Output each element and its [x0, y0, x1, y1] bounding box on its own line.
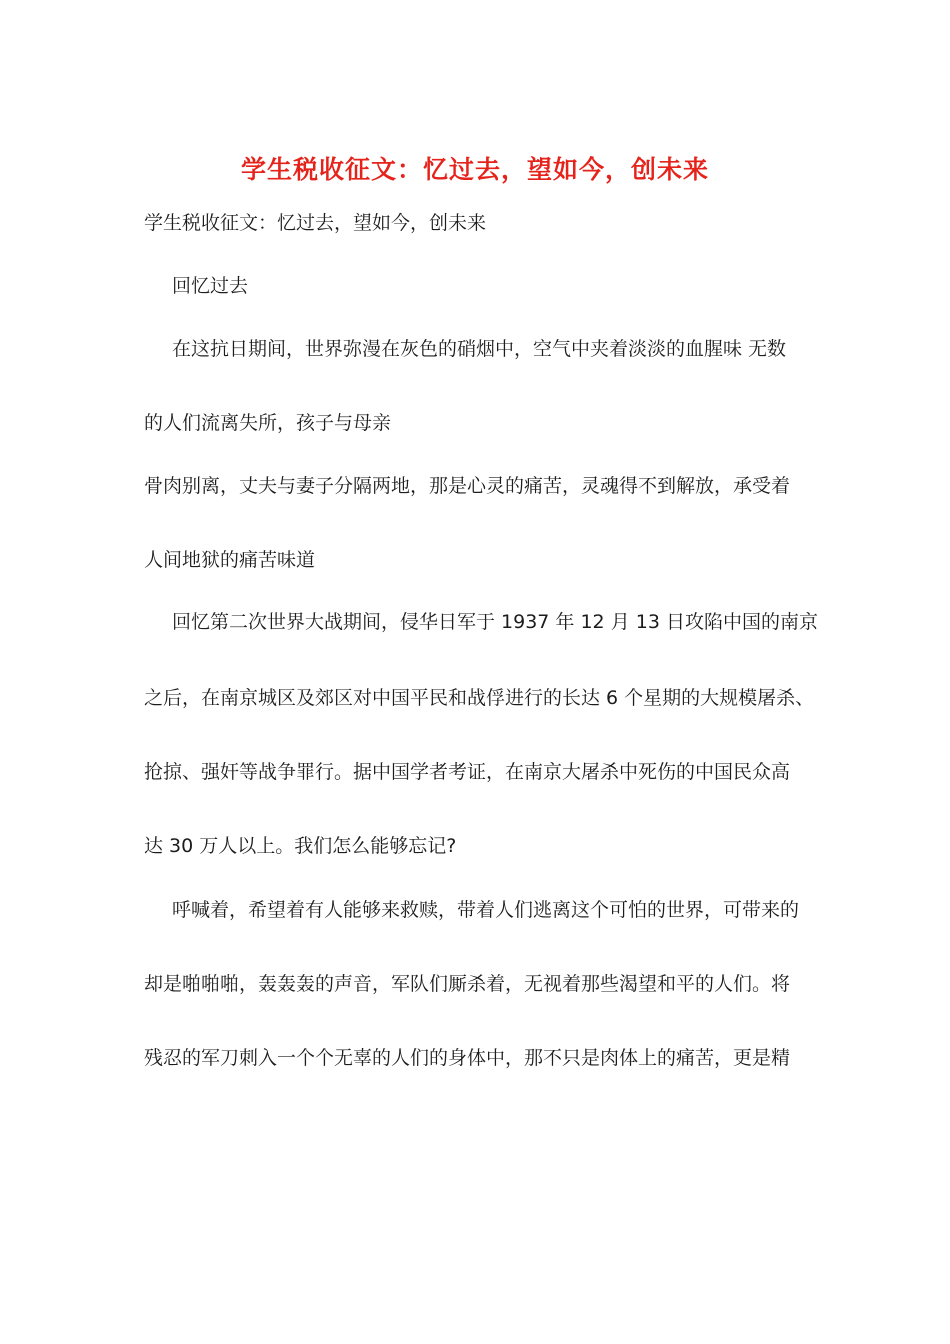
subtitle-line: 学生税收征文：忆过去，望如今，创未来 — [144, 212, 487, 234]
paragraph-line: 残忍的军刀刺入一个个无辜的人们的身体中，那不只是肉体上的痛苦，更是精 — [144, 1047, 791, 1069]
section-heading: 回忆过去 — [172, 275, 249, 297]
paragraph-line: 呼喊着，希望着有人能够来救赎，带着人们逃离这个可怕的世界，可带来的 — [172, 899, 800, 921]
paragraph-line: 达 30 万人以上。我们怎么能够忘记? — [144, 835, 457, 857]
paragraph-line: 在这抗日期间，世界弥漫在灰色的硝烟中，空气中夹着淡淡的血腥味 无数 — [172, 338, 787, 360]
paragraph-line: 人间地狱的痛苦味道 — [144, 549, 316, 571]
paragraph-line: 却是啪啪啪，轰轰轰的声音，军队们厮杀着，无视着那些渴望和平的人们。将 — [144, 973, 791, 995]
paragraph-line: 抢掠、强奸等战争罪行。据中国学者考证，在南京大屠杀中死伤的中国民众高 — [144, 761, 791, 783]
paragraph-line: 回忆第二次世界大战期间，侵华日军于 1937 年 12 月 13 日攻陷中国的南京 — [172, 611, 818, 633]
paragraph-line: 的人们流离失所，孩子与母亲 — [144, 412, 392, 434]
paragraph-line: 之后，在南京城区及郊区对中国平民和战俘进行的长达 6 个星期的大规模屠杀、 — [144, 687, 815, 709]
document-title: 学生税收征文：忆过去，望如今，创未来 — [240, 155, 709, 184]
paragraph-line: 骨肉别离，丈夫与妻子分隔两地，那是心灵的痛苦，灵魂得不到解放，承受着 — [144, 475, 791, 497]
